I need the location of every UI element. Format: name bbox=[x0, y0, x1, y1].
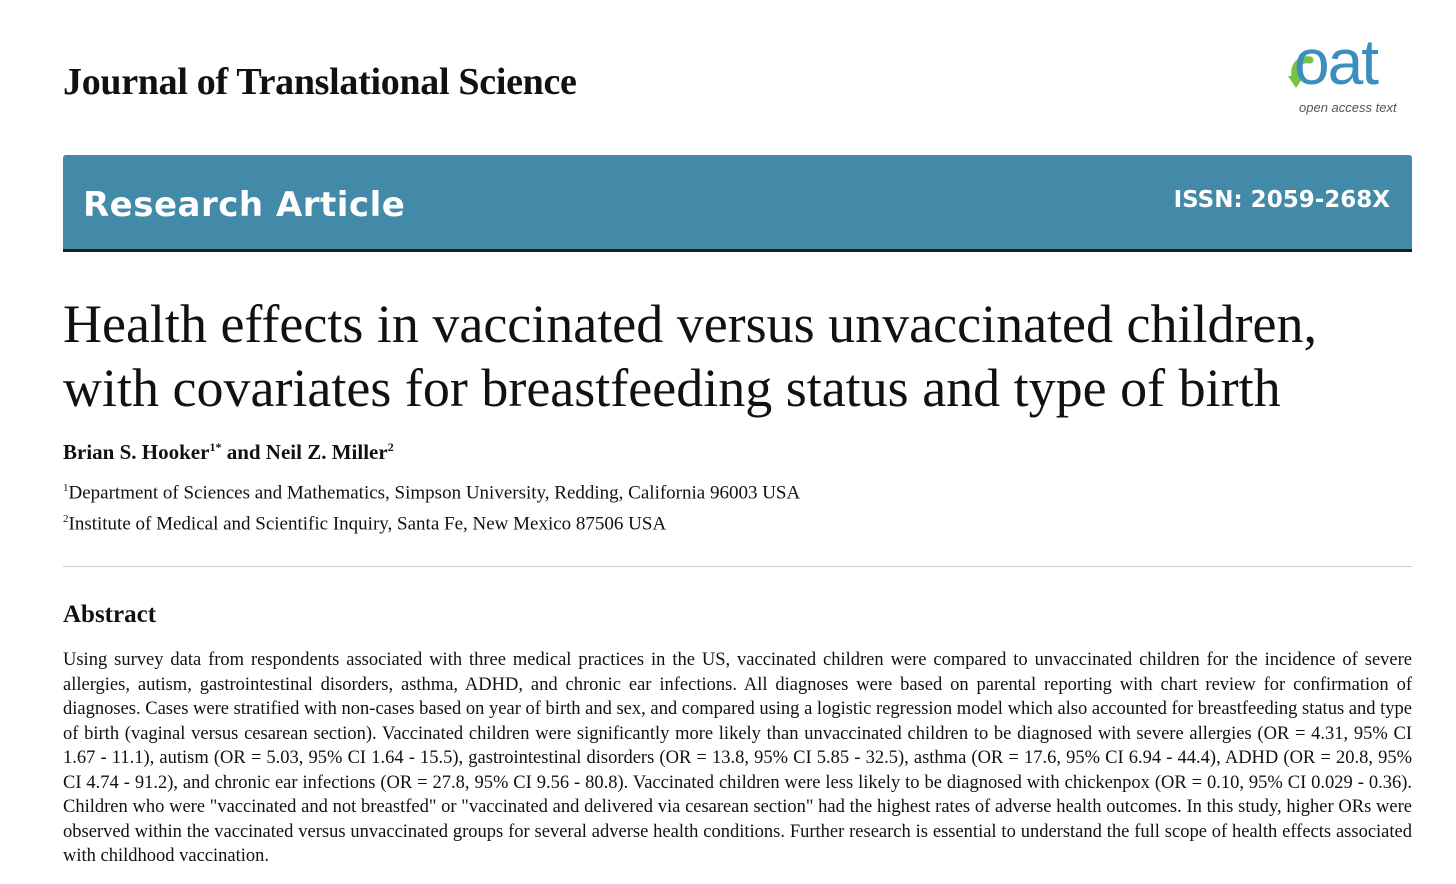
article-title: Health effects in vaccinated versus unvaccinated children, with covariates for breastfeeding status and type of birth bbox=[63, 294, 1317, 418]
affiliation-mark: 1 bbox=[63, 482, 69, 494]
author-marks: 2 bbox=[387, 440, 394, 454]
author-joiner: and bbox=[221, 440, 266, 464]
affiliation bbox=[63, 513, 666, 535]
affiliation-text: Institute of Medical and Scientific Inquiry, Santa Fe, New Mexico 87506 USA bbox=[68, 513, 667, 535]
issn: ISSN: 2059-268X bbox=[1173, 187, 1390, 213]
article-type: Research Article bbox=[83, 185, 406, 225]
author-marks: 1* bbox=[209, 440, 222, 454]
affiliation bbox=[63, 482, 800, 504]
logo-word: oat bbox=[1294, 26, 1377, 98]
article-type-banner bbox=[63, 155, 1412, 252]
journal-name: Journal of Translational Science bbox=[63, 61, 577, 103]
author-list bbox=[63, 440, 394, 465]
logo-tagline: open access text bbox=[1299, 100, 1397, 115]
affiliation-mark: 2 bbox=[63, 513, 69, 525]
abstract-text: Using survey data from respondents associated with three medical practices in the US, vaccinated children were compared to unvaccinated children for the incidence of severe allergies, autism, gastrointestinal disorders, asthma, ADHD, and chronic ear infections. All diagnoses were based on parental reporting with chart review for confirmation of diagnoses. Cases were stratified with non-cases based on year of birth and sex, and compared using a logistic regression model which also accounted for breastfeeding status and type of birth (vaginal versus cesarean section). Vaccinated children were significantly more likely than unvaccinated children to be diagnosed with severe allergies (OR = 4.31, 95% CI 1.67 - 11.1), autism (OR = 5.03, 95% CI 1.64 - 15.5), gastrointestinal disorders (OR = 13.8, 95% CI 5.85 - 32.5), asthma (OR = 17.6, 95% CI 6.94 - 44.4), ADHD (OR = 20.8, 95% CI 4.74 - 91.2), and chronic ear infections (OR = 27.8, 95% CI 9.56 - 80.8). Vaccinated children were less likely to be diagnosed with chickenpox (OR = 0.10, 95% CI 0.029 - 0.36). Children who were "vaccinated and not breastfed" or "vaccinated and delivered via cesarean section" had the highest rates of adverse health outcomes. In this study, higher ORs were observed within the vaccinated versus unvaccinated groups for several adverse health conditions. Further research is essential to understand the full scope of health effects associated with childhood vaccination. bbox=[63, 650, 1412, 866]
affiliation-text: Department of Sciences and Mathematics, Simpson University, Redding, California 96003 USA bbox=[68, 482, 801, 504]
author-name: Brian S. Hooker bbox=[63, 440, 210, 464]
abstract-heading: Abstract bbox=[63, 601, 157, 628]
section-divider bbox=[63, 566, 1412, 567]
author-name: Neil Z. Miller bbox=[265, 440, 388, 464]
oat-logo[interactable] bbox=[1286, 26, 1416, 122]
